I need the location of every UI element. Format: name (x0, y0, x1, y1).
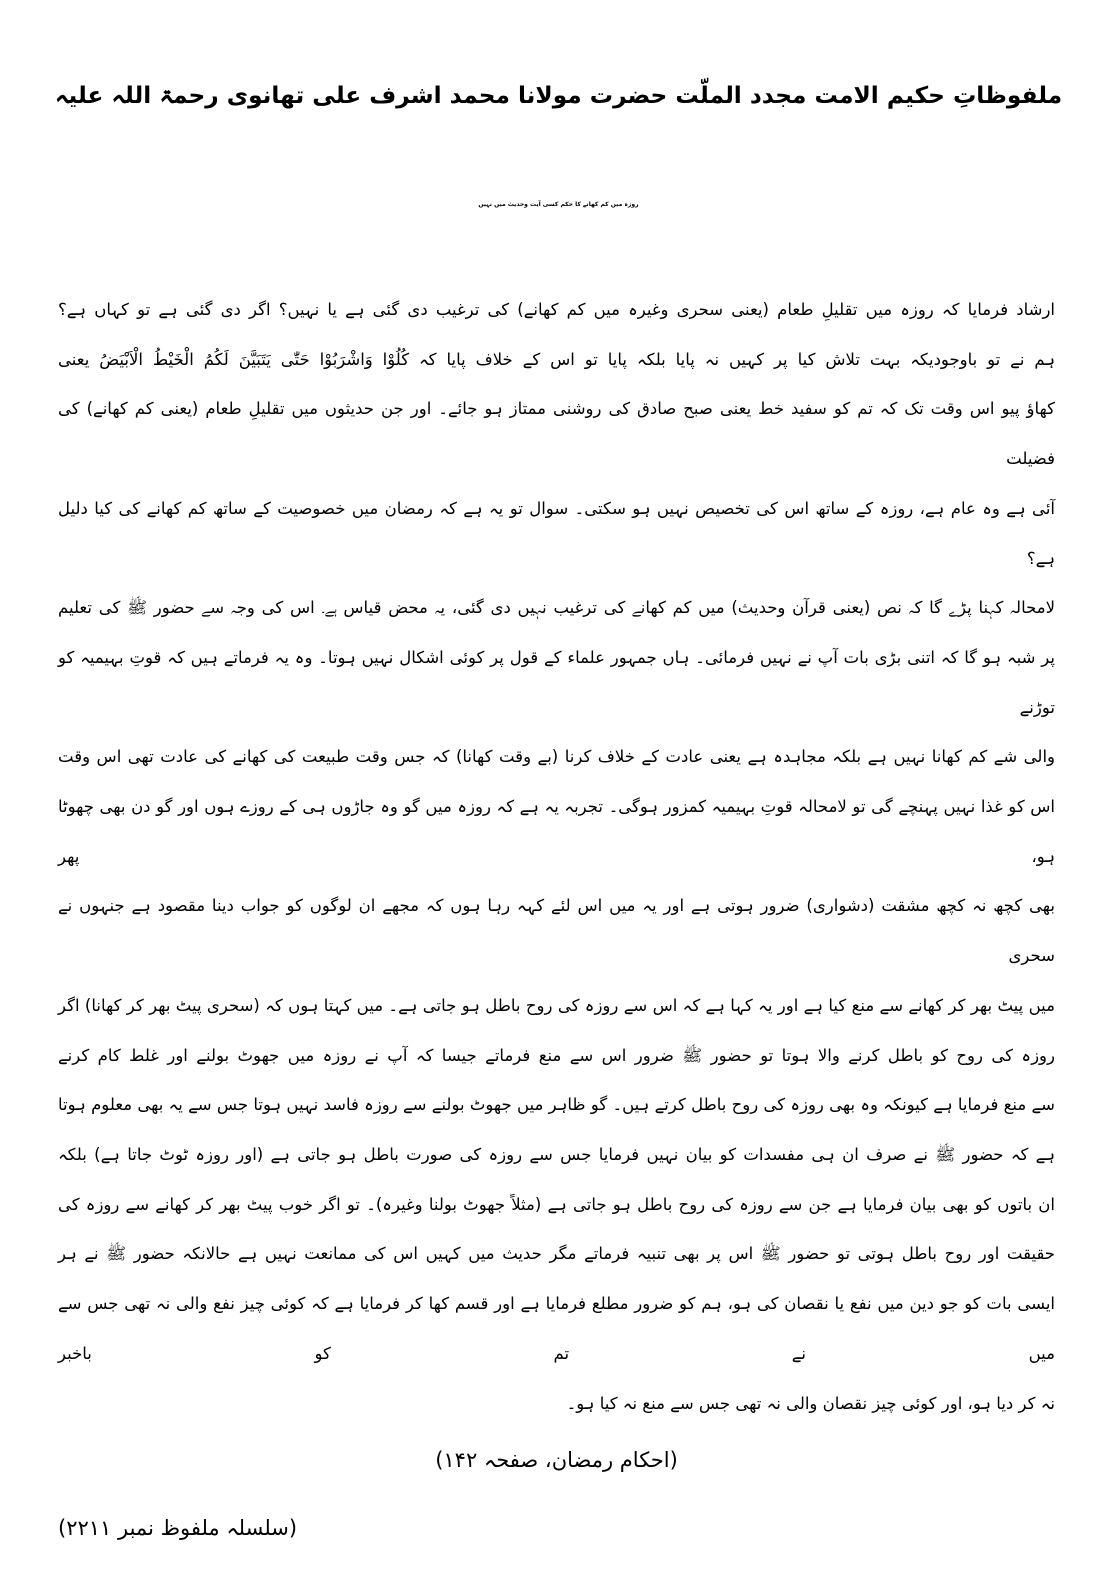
body-line: کھاؤ پیو اس وقت تک کہ تم کو سفید خط یعنی صبح صادق کی روشنی ممتاز ہو جائے۔ اور جن حدیثوں میں تقلیلِ طعام (یعنی کم کھانے) کی فضیلت (58, 399, 1055, 469)
body-line: سے منع فرمایا ہے کیونکہ وہ بھی روزہ کی روح باطل کرتے ہیں۔ گو ظاہر میں جھوٹ بولنے سے روزہ فاسد نہیں ہوتا جس سے یہ بھی معلوم ہوتا (58, 1095, 1055, 1115)
body-line: پر شبہ ہو گا کہ اتنی بڑی بات آپ نے نہیں فرمائی۔ ہاں جمہور علماء کے قول پر کوئی اشکال نہیں ہوتا۔ وہ یہ فرماتے ہیں کہ قوتِ بہیمیہ کو توڑنے (58, 647, 1055, 717)
source-citation (0, 1444, 1117, 1478)
body-line: حقیقت اور روح باطل ہوتی تو حضور ﷺ اس پر بھی تنبیہ فرماتے مگر حدیث میں کہیں اس کی ممانعت نہیں ہے حالانکہ حضور ﷺ نے ہر (58, 1244, 1055, 1264)
body-line: ان باتوں کو بھی بیان فرمایا ہے جن سے روزہ کی روح باطل ہو جاتی ہے (مثلاً جھوٹ بولنا وغیرہ)۔ تو اگر خوب پیٹ بھر کر کھانے سے روزہ کی (58, 1194, 1055, 1214)
body-line: والی شے کم کھانا نہیں ہے بلکہ مجاہدہ ہے یعنی عادت کے خلاف کرنا (بے وقت کھانا) کہ جس وقت طبیعت کی کھانے کی عادت تھی اس وقت (58, 747, 1055, 767)
body-line: ہم نے تو باوجودیکہ بہت تلاش کیا پر کہیں نہ پایا بلکہ پایا تو اس کے خلاف پایا کہ کُلُوْا وَاشْرَبُوْا حَتّٰی یَتَبَیَّنَ لَکُمُ الْخَیْطُ الْاَبْیَضُ یعنی (58, 349, 1055, 369)
body-line: نہ کر دیا ہو، اور کوئی چیز نقصان والی نہ تھی جس سے منع نہ کیا ہو۔ (566, 1393, 1055, 1413)
header-title-text: ملفوظاتِ حکیم الامت مجدد الملّت حضرت مولانا محمد اشرف علی تھانوی رحمۃ اللہ علیہ (54, 82, 1063, 109)
document-title (0, 200, 1117, 209)
page-title: روزہ میں کم کھانے کا حکم کسی آیت وحدیث میں نہیں (478, 201, 639, 209)
body-line: لامحالہ کہنا پڑے گا کہ نص (یعنی قرآن وحدیث) میں کم کھانے کی ترغیب نہیں دی گئی، یہ محض قیاس ہے۔ اس کی وجہ سے حضور ﷺ کی تعلیم (58, 598, 1055, 618)
body-line: ارشاد فرمایا کہ روزہ میں تقلیلِ طعام (یعنی سحری وغیرہ میں کم کھانے) کی ترغیب دی گئی ہے یا نہیں؟ اگر دی گئی ہے تو کہاں ہے؟ (58, 300, 1055, 320)
document-footer (0, 1512, 1117, 1546)
citation-text: (احکام رمضان، صفحہ ۱۴۲) (435, 1448, 678, 1473)
body-line: میں پیٹ بھر کر کھانے سے منع کیا ہے اور یہ کہا ہے کہ اس سے روزہ کی روح باطل ہو جاتی ہے۔ میں کہتا ہوں کہ (سحری پیٹ بھر کر کھانا) اگر (58, 995, 1055, 1015)
body-line: بھی کچھ نہ کچھ مشقت (دشواری) ضرور ہوتی ہے اور یہ میں اس لئے کہہ رہا ہوں کہ مجھے ان لوگوں کو جواب دینا مقصود ہے جنہوں نے سحری (58, 896, 1055, 966)
body-line: روزہ کی روح کو باطل کرنے والا ہوتا تو حضور ﷺ ضرور اس سے منع فرماتے جیسا کہ آپ نے روزہ میں جھوٹ بولنے اور غلط کام کرنے (58, 1045, 1055, 1065)
document-header (0, 78, 1117, 114)
body-line: ایسی بات کو جو دین میں نفع یا نقصان کی ہو، ہم کو ضرور مطلع فرمایا ہے اور قسم کھا کر فرمایا ہے کہ کوئی چیز نفع والی نہ تھی جس سے میں نے تم کو باخبر (58, 1294, 1055, 1363)
body-line: ہے کہ حضور ﷺ نے صرف ان ہی مفسدات کو بیان نہیں فرمایا جس سے روزہ کی صورت باطل ہو جاتی ہے (اور روزہ ٹوٹ جاتا ہے) بلکہ (58, 1144, 1055, 1164)
body-line: اس کو غذا نہیں پہنچے گی تو لامحالہ قوتِ بہیمیہ کمزور ہوگی۔ تجربہ یہ ہے کہ روزہ میں گو وہ جاڑوں ہی کے روزے ہوں اور گو دن بھی چھوٹا ہو، پھر (58, 797, 1055, 866)
malfuz-reference-number: (سلسلہ ملفوظ نمبر ۲۲۱۱) (58, 1515, 298, 1540)
body-line: آئی ہے وہ عام ہے، روزہ کے ساتھ اس کی تخصیص نہیں ہو سکتی۔ سوال تو یہ ہے کہ رمضان میں خصوصیت کے ساتھ کم کھانے کی کیا دلیل ہے؟ (58, 498, 1055, 568)
document-body (0, 285, 1117, 1428)
